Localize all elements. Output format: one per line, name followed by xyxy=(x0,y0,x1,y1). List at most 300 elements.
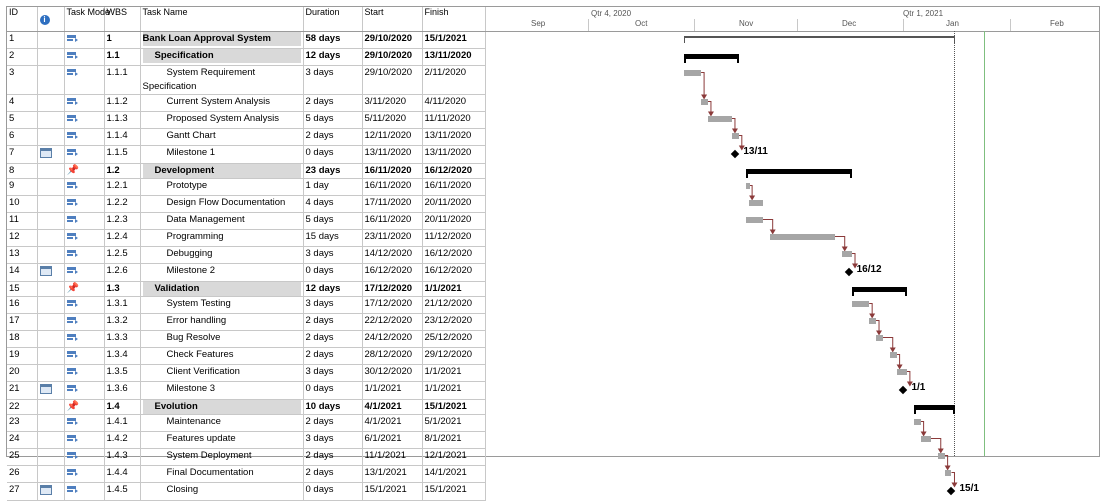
task-indicator xyxy=(37,400,64,415)
task-id: 11 xyxy=(7,213,37,230)
col-header-task-name[interactable]: Task Name xyxy=(140,7,303,32)
task-mode[interactable] xyxy=(64,95,104,112)
task-name-cell[interactable] xyxy=(140,348,303,365)
task-wbs[interactable]: 1.3.3 xyxy=(104,331,140,348)
task-name-cell[interactable] xyxy=(140,179,303,196)
task-bar[interactable] xyxy=(945,470,952,476)
auto-schedule-icon xyxy=(67,98,78,106)
task-wbs[interactable]: 1.4.2 xyxy=(104,432,140,449)
task-name: Programming xyxy=(166,231,224,242)
task-name: Maintenance xyxy=(166,416,221,427)
summary-bar[interactable] xyxy=(914,405,955,410)
task-bar[interactable] xyxy=(708,116,732,122)
task-start[interactable]: 6/1/2021 xyxy=(362,432,422,449)
col-header-start[interactable]: Start xyxy=(362,7,422,32)
task-mode[interactable] xyxy=(64,66,104,95)
dependency-arrow xyxy=(951,483,957,488)
task-name-cell[interactable] xyxy=(140,400,303,415)
task-wbs[interactable]: 1.1.4 xyxy=(104,129,140,146)
task-wbs[interactable]: 1.4.3 xyxy=(104,449,140,466)
task-row[interactable] xyxy=(7,483,485,501)
task-name-cell[interactable] xyxy=(140,213,303,230)
auto-schedule-icon xyxy=(67,52,78,60)
task-indicator xyxy=(37,331,64,348)
task-id: 26 xyxy=(7,466,37,483)
gantt-view xyxy=(6,6,1100,495)
task-name-cell[interactable] xyxy=(140,382,303,400)
task-row[interactable] xyxy=(7,213,485,230)
task-name-cell[interactable] xyxy=(140,247,303,264)
task-mode[interactable] xyxy=(64,297,104,314)
dependency-links xyxy=(485,7,1099,456)
task-duration[interactable]: 10 days xyxy=(303,400,362,415)
task-row[interactable] xyxy=(7,432,485,449)
task-indicator xyxy=(37,483,64,501)
task-mode[interactable] xyxy=(64,247,104,264)
task-indicator xyxy=(37,415,64,432)
task-start[interactable]: 29/10/2020 xyxy=(362,66,422,95)
task-name: Proposed System Analysis xyxy=(166,113,279,124)
task-start[interactable]: 4/1/2021 xyxy=(362,415,422,432)
task-name-cell[interactable] xyxy=(140,449,303,466)
task-mode[interactable] xyxy=(64,331,104,348)
task-mode[interactable] xyxy=(64,483,104,501)
task-mode[interactable] xyxy=(64,112,104,129)
task-finish[interactable]: 15/1/2021 xyxy=(422,483,485,501)
task-name-cell[interactable] xyxy=(140,129,303,146)
milestone-label: 13/11 xyxy=(743,145,768,157)
task-mode[interactable] xyxy=(64,400,104,415)
task-start[interactable]: 17/12/2020 xyxy=(362,297,422,314)
task-duration[interactable]: 4 days xyxy=(303,196,362,213)
task-indicator xyxy=(37,348,64,365)
task-row[interactable] xyxy=(7,314,485,331)
task-mode[interactable] xyxy=(64,415,104,432)
auto-schedule-icon xyxy=(67,69,78,77)
task-start[interactable]: 30/12/2020 xyxy=(362,365,422,382)
task-indicator xyxy=(37,129,64,146)
task-name: Client Verification xyxy=(166,366,240,377)
task-indicator xyxy=(37,112,64,129)
task-name: Bug Resolve xyxy=(166,332,221,343)
task-duration[interactable]: 3 days xyxy=(303,432,362,449)
task-duration[interactable]: 2 days xyxy=(303,129,362,146)
task-mode[interactable] xyxy=(64,466,104,483)
task-name-cell[interactable] xyxy=(140,483,303,501)
task-wbs[interactable]: 1.2.5 xyxy=(104,247,140,264)
task-finish[interactable]: 11/11/2020 xyxy=(422,112,485,129)
task-finish[interactable]: 1/1/2021 xyxy=(422,382,485,400)
task-finish[interactable]: 15/1/2021 xyxy=(422,32,485,49)
task-finish[interactable]: 16/12/2020 xyxy=(422,264,485,282)
task-row[interactable] xyxy=(7,32,485,49)
task-bar[interactable] xyxy=(770,234,835,240)
task-row[interactable] xyxy=(7,95,485,112)
task-start[interactable]: 11/1/2021 xyxy=(362,449,422,466)
task-wbs[interactable]: 1.1.5 xyxy=(104,146,140,164)
task-bar[interactable] xyxy=(684,70,701,76)
task-row[interactable] xyxy=(7,146,485,164)
task-name: Prototype xyxy=(166,180,208,191)
task-mode[interactable] xyxy=(64,348,104,365)
task-finish[interactable]: 16/12/2020 xyxy=(422,247,485,264)
task-start[interactable]: 15/1/2021 xyxy=(362,483,422,501)
task-id: 19 xyxy=(7,348,37,365)
dependency-link[interactable] xyxy=(701,73,704,97)
task-duration[interactable]: 23 days xyxy=(303,164,362,179)
task-wbs[interactable]: 1.1.1 xyxy=(104,66,140,95)
auto-schedule-icon xyxy=(67,385,78,393)
timescale-month: Sep xyxy=(531,19,546,28)
task-wbs[interactable]: 1 xyxy=(104,32,140,49)
task-start[interactable]: 24/12/2020 xyxy=(362,331,422,348)
task-duration[interactable]: 2 days xyxy=(303,314,362,331)
task-id: 3 xyxy=(7,66,37,95)
timescale-month: Nov xyxy=(739,19,754,28)
task-finish[interactable]: 13/11/2020 xyxy=(422,146,485,164)
col-header-id[interactable]: ID xyxy=(7,7,37,32)
task-duration[interactable]: 3 days xyxy=(303,66,362,95)
auto-schedule-icon xyxy=(67,300,78,308)
task-start[interactable]: 12/11/2020 xyxy=(362,129,422,146)
task-wbs[interactable]: 1.2.6 xyxy=(104,264,140,282)
task-start[interactable]: 29/10/2020 xyxy=(362,49,422,66)
task-duration[interactable]: 58 days xyxy=(303,32,362,49)
task-bar[interactable] xyxy=(914,419,921,425)
task-name: Debugging xyxy=(166,248,213,259)
task-start[interactable]: 16/11/2020 xyxy=(362,179,422,196)
task-indicator xyxy=(37,247,64,264)
task-row[interactable] xyxy=(7,196,485,213)
task-wbs[interactable]: 1.1 xyxy=(104,49,140,66)
task-row[interactable] xyxy=(7,66,485,95)
task-indicator xyxy=(37,449,64,466)
task-wbs[interactable]: 1.4 xyxy=(104,400,140,415)
task-finish[interactable]: 5/1/2021 xyxy=(422,415,485,432)
task-mode[interactable] xyxy=(64,365,104,382)
task-finish[interactable]: 13/11/2020 xyxy=(422,49,485,66)
task-id: 13 xyxy=(7,247,37,264)
task-start[interactable]: 13/1/2021 xyxy=(362,466,422,483)
milestone-label: 16/12 xyxy=(856,263,882,275)
milestone-label: 1/1 xyxy=(911,381,926,393)
task-wbs[interactable]: 1.1.2 xyxy=(104,95,140,112)
task-finish[interactable]: 21/12/2020 xyxy=(422,297,485,314)
summary-bar[interactable] xyxy=(852,287,907,292)
milestone-label: 15/1 xyxy=(959,482,979,494)
task-row[interactable] xyxy=(7,415,485,432)
task-mode[interactable] xyxy=(64,32,104,49)
task-row[interactable] xyxy=(7,449,485,466)
task-name-cell[interactable] xyxy=(140,415,303,432)
task-row[interactable] xyxy=(7,282,485,297)
task-name-cell[interactable] xyxy=(140,331,303,348)
task-mode[interactable] xyxy=(64,213,104,230)
task-bar[interactable] xyxy=(890,352,897,358)
task-duration[interactable]: 5 days xyxy=(303,112,362,129)
task-wbs[interactable]: 1.1.3 xyxy=(104,112,140,129)
task-bar[interactable] xyxy=(842,251,852,257)
auto-schedule-icon xyxy=(67,216,78,224)
task-name: System Requirement Specification xyxy=(142,67,256,92)
task-start[interactable]: 17/11/2020 xyxy=(362,196,422,213)
task-start[interactable]: 29/10/2020 xyxy=(362,32,422,49)
task-row[interactable] xyxy=(7,164,485,179)
auto-schedule-icon xyxy=(67,149,78,157)
task-mode[interactable] xyxy=(64,449,104,466)
task-name: Current System Analysis xyxy=(166,96,270,107)
task-name: Milestone 1 xyxy=(166,147,216,158)
task-bar[interactable] xyxy=(852,301,869,307)
task-indicator xyxy=(37,179,64,196)
column-header-row xyxy=(7,7,485,32)
task-row[interactable] xyxy=(7,331,485,348)
task-row[interactable] xyxy=(7,466,485,483)
summary-bar[interactable] xyxy=(746,169,852,174)
task-id: 22 xyxy=(7,400,37,415)
auto-schedule-icon xyxy=(67,418,78,426)
task-id: 27 xyxy=(7,483,37,501)
task-name-cell[interactable] xyxy=(140,32,303,49)
col-header-wbs[interactable]: WBS xyxy=(104,7,140,32)
task-start[interactable]: 17/12/2020 xyxy=(362,282,422,297)
task-mode[interactable] xyxy=(64,264,104,282)
col-header-indicators[interactable] xyxy=(37,7,64,32)
task-wbs[interactable]: 1.3.2 xyxy=(104,314,140,331)
task-wbs[interactable]: 1.3 xyxy=(104,282,140,297)
task-start[interactable]: 28/12/2020 xyxy=(362,348,422,365)
task-start[interactable]: 14/12/2020 xyxy=(362,247,422,264)
task-indicator xyxy=(37,297,64,314)
task-indicator xyxy=(37,230,64,247)
task-bar[interactable] xyxy=(897,369,907,375)
task-finish[interactable]: 11/12/2020 xyxy=(422,230,485,247)
task-bar[interactable] xyxy=(732,133,739,139)
task-name: Design Flow Documentation xyxy=(166,197,286,208)
task-duration[interactable]: 2 days xyxy=(303,95,362,112)
task-mode[interactable] xyxy=(64,196,104,213)
task-bar[interactable] xyxy=(749,200,763,206)
task-indicator xyxy=(37,264,64,282)
task-name-cell[interactable] xyxy=(140,365,303,382)
task-mode[interactable] xyxy=(64,164,104,179)
auto-schedule-icon xyxy=(67,35,78,43)
task-bar[interactable] xyxy=(876,335,883,341)
task-duration[interactable]: 2 days xyxy=(303,466,362,483)
task-start[interactable]: 5/11/2020 xyxy=(362,112,422,129)
task-wbs[interactable]: 1.3.1 xyxy=(104,297,140,314)
task-finish[interactable]: 25/12/2020 xyxy=(422,331,485,348)
col-header-task-mode[interactable]: Task Mode xyxy=(64,7,104,32)
task-mode[interactable] xyxy=(64,230,104,247)
task-start[interactable]: 3/11/2020 xyxy=(362,95,422,112)
task-id: 4 xyxy=(7,95,37,112)
task-start[interactable]: 23/11/2020 xyxy=(362,230,422,247)
task-name-cell[interactable] xyxy=(140,49,303,66)
task-name-cell[interactable] xyxy=(140,146,303,164)
task-bar[interactable] xyxy=(869,318,876,324)
task-start[interactable]: 16/11/2020 xyxy=(362,213,422,230)
task-duration[interactable]: 15 days xyxy=(303,230,362,247)
task-bar[interactable] xyxy=(746,183,750,189)
task-wbs[interactable]: 1.2.3 xyxy=(104,213,140,230)
task-indicator xyxy=(37,432,64,449)
task-finish[interactable]: 2/11/2020 xyxy=(422,66,485,95)
task-start[interactable]: 1/1/2021 xyxy=(362,382,422,400)
task-name-cell[interactable] xyxy=(140,264,303,282)
manual-schedule-icon: 📌 xyxy=(66,165,79,176)
task-indicator xyxy=(37,365,64,382)
task-duration[interactable]: 2 days xyxy=(303,449,362,466)
task-finish[interactable]: 16/12/2020 xyxy=(422,164,485,179)
task-name: Check Features xyxy=(166,349,234,360)
auto-schedule-icon xyxy=(67,368,78,376)
task-bar[interactable] xyxy=(746,217,763,223)
task-finish[interactable]: 4/11/2020 xyxy=(422,95,485,112)
task-mode[interactable] xyxy=(64,314,104,331)
task-name-cell[interactable] xyxy=(140,66,303,95)
col-header-duration[interactable]: Duration xyxy=(303,7,362,32)
task-finish[interactable]: 20/11/2020 xyxy=(422,213,485,230)
task-bar[interactable] xyxy=(701,99,708,105)
task-row[interactable] xyxy=(7,247,485,264)
task-duration[interactable]: 12 days xyxy=(303,282,362,297)
task-mode[interactable] xyxy=(64,432,104,449)
auto-schedule-icon xyxy=(67,317,78,325)
calendar-icon xyxy=(40,148,52,158)
task-finish[interactable]: 1/1/2021 xyxy=(422,365,485,382)
task-row[interactable] xyxy=(7,264,485,282)
task-name-cell[interactable] xyxy=(140,432,303,449)
task-duration[interactable]: 0 days xyxy=(303,483,362,501)
task-start[interactable]: 13/11/2020 xyxy=(362,146,422,164)
task-mode[interactable] xyxy=(64,382,104,400)
auto-schedule-icon xyxy=(67,250,78,258)
task-name-cell[interactable] xyxy=(140,297,303,314)
task-finish[interactable]: 23/12/2020 xyxy=(422,314,485,331)
task-id: 5 xyxy=(7,112,37,129)
task-finish[interactable]: 8/1/2021 xyxy=(422,432,485,449)
task-start[interactable]: 16/11/2020 xyxy=(362,164,422,179)
task-indicator xyxy=(37,49,64,66)
task-wbs[interactable]: 1.3.6 xyxy=(104,382,140,400)
task-duration[interactable]: 12 days xyxy=(303,49,362,66)
auto-schedule-icon xyxy=(67,199,78,207)
task-name: Validation xyxy=(143,282,301,296)
task-mode[interactable] xyxy=(64,179,104,196)
task-name-cell[interactable] xyxy=(140,282,303,297)
task-duration[interactable]: 0 days xyxy=(303,146,362,164)
task-name-cell[interactable] xyxy=(140,466,303,483)
task-name-cell[interactable] xyxy=(140,230,303,247)
task-name-cell[interactable] xyxy=(140,196,303,213)
task-start[interactable]: 4/1/2021 xyxy=(362,400,422,415)
task-finish[interactable]: 29/12/2020 xyxy=(422,348,485,365)
task-name: Development xyxy=(143,164,301,178)
summary-bar[interactable] xyxy=(684,54,739,59)
task-name: Specification xyxy=(143,49,301,63)
task-name: Features update xyxy=(166,433,236,444)
task-mode[interactable] xyxy=(64,129,104,146)
task-wbs[interactable]: 1.4.5 xyxy=(104,483,140,501)
task-row[interactable] xyxy=(7,230,485,247)
task-row[interactable] xyxy=(7,365,485,382)
timescale-month: Feb xyxy=(1050,19,1064,28)
task-finish[interactable]: 16/11/2020 xyxy=(422,179,485,196)
task-duration[interactable]: 0 days xyxy=(303,382,362,400)
task-finish[interactable]: 13/11/2020 xyxy=(422,129,485,146)
task-bar[interactable] xyxy=(938,453,945,459)
task-wbs[interactable]: 1.2.2 xyxy=(104,196,140,213)
task-wbs[interactable]: 1.4.1 xyxy=(104,415,140,432)
task-row[interactable] xyxy=(7,348,485,365)
task-name: Gantt Chart xyxy=(166,130,216,141)
project-summary-bar[interactable] xyxy=(684,36,955,38)
task-name-cell[interactable] xyxy=(140,314,303,331)
task-wbs[interactable]: 1.2 xyxy=(104,164,140,179)
task-finish[interactable]: 15/1/2021 xyxy=(422,400,485,415)
task-name-cell[interactable] xyxy=(140,112,303,129)
task-wbs[interactable]: 1.4.4 xyxy=(104,466,140,483)
task-duration[interactable]: 2 days xyxy=(303,348,362,365)
task-id: 10 xyxy=(7,196,37,213)
task-duration[interactable]: 3 days xyxy=(303,365,362,382)
task-row[interactable] xyxy=(7,382,485,400)
task-finish[interactable]: 14/1/2021 xyxy=(422,466,485,483)
task-wbs[interactable]: 1.2.4 xyxy=(104,230,140,247)
task-name-cell[interactable] xyxy=(140,164,303,179)
task-row[interactable] xyxy=(7,297,485,314)
task-wbs[interactable]: 1.3.4 xyxy=(104,348,140,365)
task-duration[interactable]: 2 days xyxy=(303,415,362,432)
task-indicator xyxy=(37,66,64,95)
task-mode[interactable] xyxy=(64,282,104,297)
task-row[interactable] xyxy=(7,400,485,415)
task-duration[interactable]: 3 days xyxy=(303,247,362,264)
task-wbs[interactable]: 1.3.5 xyxy=(104,365,140,382)
task-row[interactable] xyxy=(7,129,485,146)
task-name: Final Documentation xyxy=(166,467,254,478)
task-wbs[interactable]: 1.2.1 xyxy=(104,179,140,196)
task-finish[interactable]: 12/1/2021 xyxy=(422,449,485,466)
task-finish[interactable]: 20/11/2020 xyxy=(422,196,485,213)
task-id: 16 xyxy=(7,297,37,314)
task-duration[interactable]: 5 days xyxy=(303,213,362,230)
task-name-cell[interactable] xyxy=(140,95,303,112)
task-name: Data Management xyxy=(166,214,245,225)
timescale-month: Dec xyxy=(842,19,857,28)
task-row[interactable] xyxy=(7,112,485,129)
col-header-finish[interactable]: Finish xyxy=(422,7,485,32)
auto-schedule-icon xyxy=(67,469,78,477)
task-row[interactable] xyxy=(7,179,485,196)
task-start[interactable]: 22/12/2020 xyxy=(362,314,422,331)
task-row[interactable] xyxy=(7,49,485,66)
task-indicator xyxy=(37,146,64,164)
task-finish[interactable]: 1/1/2021 xyxy=(422,282,485,297)
task-duration[interactable]: 2 days xyxy=(303,331,362,348)
milestone-diamond[interactable] xyxy=(947,486,955,494)
task-bar[interactable] xyxy=(921,436,931,442)
task-mode[interactable] xyxy=(64,49,104,66)
task-duration[interactable]: 3 days xyxy=(303,297,362,314)
task-duration[interactable]: 0 days xyxy=(303,264,362,282)
task-start[interactable]: 16/12/2020 xyxy=(362,264,422,282)
task-mode[interactable] xyxy=(64,146,104,164)
task-duration[interactable]: 1 day xyxy=(303,179,362,196)
task-name: Bank Loan Approval System xyxy=(143,32,301,46)
timescale-month: Oct xyxy=(635,19,648,28)
